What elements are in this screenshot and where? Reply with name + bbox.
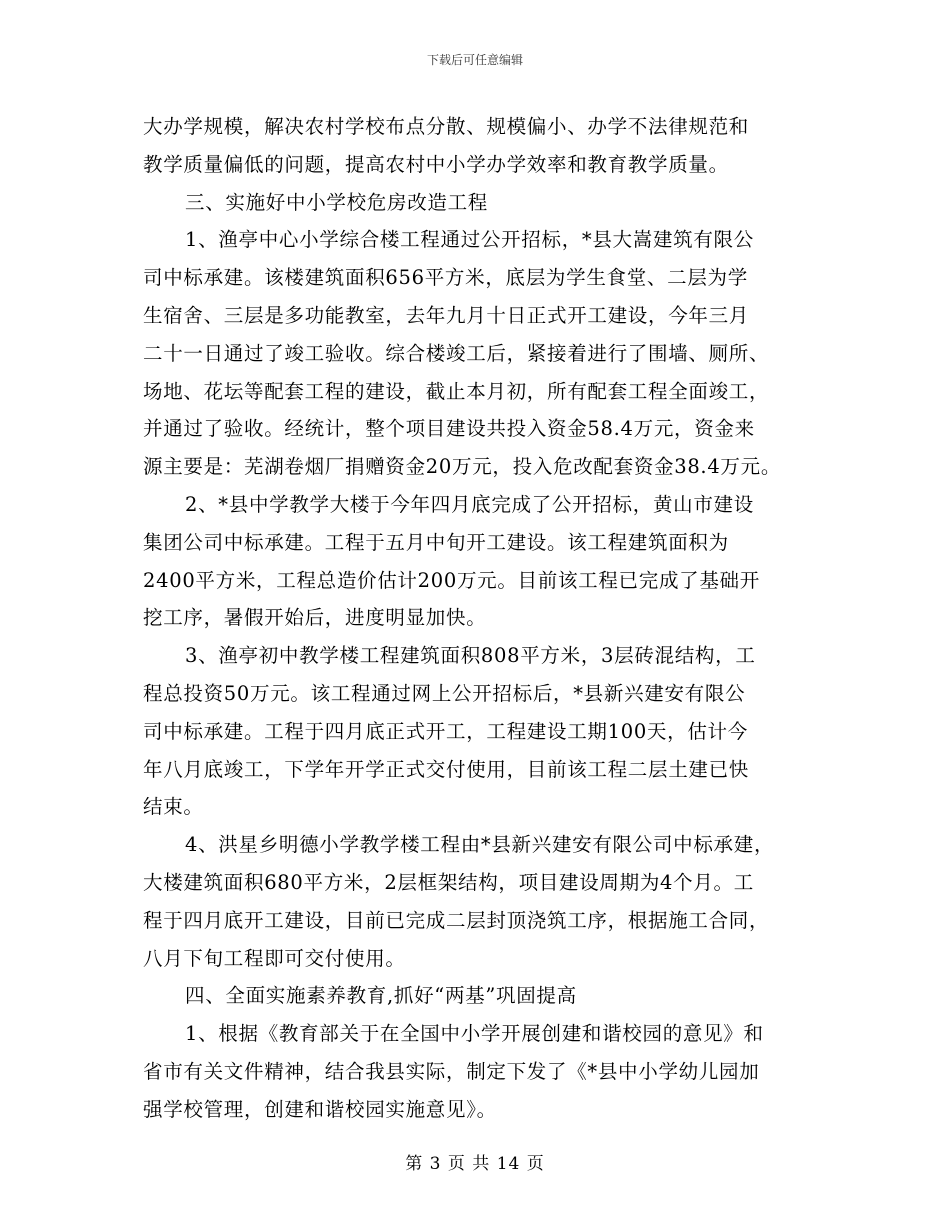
body-line-20: 4、洪星乡明德小学教学楼工程由*县新兴建安有限公司中标承建， <box>185 833 775 857</box>
body-line-23: 八月下旬工程即可交付使用。 <box>143 946 406 970</box>
body-line-15: 3、渔亭初中教学楼工程建筑面积808平方米，3层砖混结构，工 <box>185 644 756 668</box>
body-line-8: 场地、花坛等配套工程的建设，截止本月初，所有配套工程全面竣工， <box>143 379 770 403</box>
body-line-16: 程总投资50万元。该工程通过网上公开招标后，*县新兴建安有限公 <box>143 681 746 705</box>
body-line-10: 源主要是：芜湖卷烟厂捐赠资金20万元，投入危改配套资金38.4万元。 <box>143 455 782 479</box>
body-line-11: 2、*县中学教学大楼于今年四月底完成了公开招标，黄山市建设 <box>185 492 754 516</box>
body-line-1: 大办学规模，解决农村学校布点分散、规模偏小、办学不法律规范和 <box>143 115 750 138</box>
body-line-19: 结束。 <box>143 795 204 819</box>
body-line-4: 1、渔亭中心小学综合楼工程通过公开招标，*县大嵩建筑有限公 <box>185 228 754 252</box>
body-line-18: 年八月底竣工，下学年开学正式交付使用，目前该工程二层土建已快 <box>143 757 750 781</box>
body-line-7: 二十一日通过了竣工验收。综合楼竣工后，紧接着进行了围墙、厕所、 <box>143 341 770 365</box>
body-line-6: 生宿舍、三层是多功能教室，去年九月十日正式开工建设，今年三月 <box>143 303 750 327</box>
body-line-17: 司中标承建。工程于四月底正式开工，工程建设工期100天，估计今 <box>143 719 748 743</box>
body-line-14: 挖工序，暑假开始后，进度明显加快。 <box>143 606 487 630</box>
body-line-21: 大楼建筑面积680平方米，2层框架结构，项目建设周期为4个月。工 <box>143 870 754 894</box>
body-line-25: 1、根据《教育部关于在全国中小学开展创建和谐校园的意见》和 <box>185 1022 764 1046</box>
body-line-2: 教学质量偏低的问题，提高农村中小学办学效率和教育教学质量。 <box>143 152 729 176</box>
body-line-27: 强学校管理，创建和谐校园实施意见》。 <box>143 1097 497 1121</box>
body-line-13: 2400平方米，工程总造价估计200万元。目前该工程已完成了基础开 <box>143 568 760 592</box>
body-line-26: 省市有关文件精神，结合我县实际，制定下发了《*县中小学幼儿园加 <box>143 1059 760 1083</box>
section-heading-4: 四、全面实施素养教育,抓好“两基”巩固提高 <box>185 984 577 1008</box>
page-header-note: 下载后可任意编辑 <box>426 53 523 67</box>
body-line-5: 司中标承建。该楼建筑面积656平方米，底层为学生食堂、二层为学 <box>143 266 748 290</box>
page-number: 第 3 页 共 14 页 <box>405 1154 545 1174</box>
section-heading-3: 三、实施好中小学校危房改造工程 <box>185 190 489 214</box>
document-body <box>143 108 833 1129</box>
body-line-22: 程于四月底开工建设，目前已完成二层封顶浇筑工序，根据施工合同， <box>143 908 770 932</box>
body-line-9: 并通过了验收。经统计，整个项目建设共投入资金58.4万元，资金来 <box>143 417 755 441</box>
body-line-12: 集团公司中标承建。工程于五月中旬开工建设。该工程建筑面积为 <box>143 530 729 554</box>
